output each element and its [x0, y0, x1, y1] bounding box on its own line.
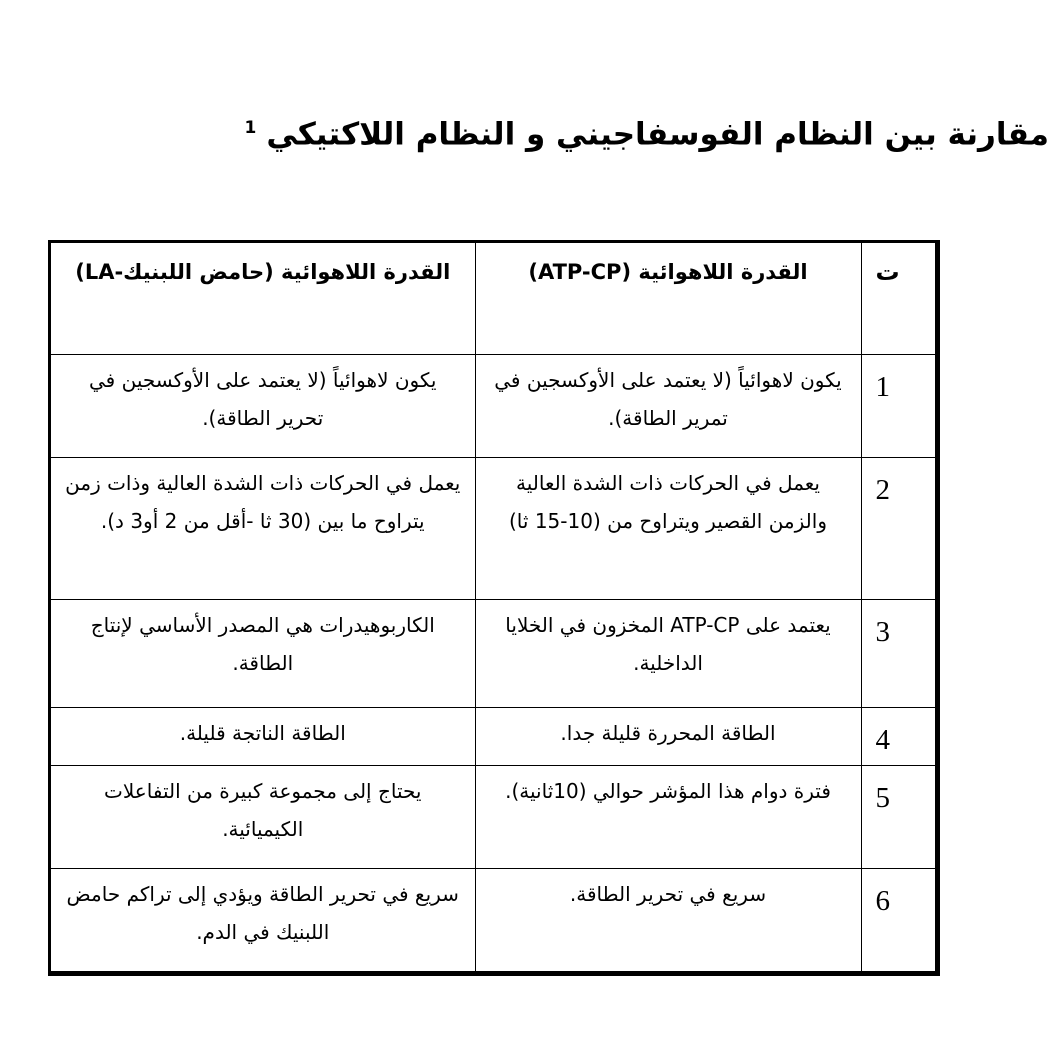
table-row — [51, 868, 935, 972]
row-number: 3 — [861, 599, 935, 707]
cell-lactic: يحتاج إلى مجموعة كبيرة من التفاعلات الكيميائية. — [51, 765, 475, 868]
cell-atp-cp: الطاقة المحررة قليلة جدا. — [475, 707, 861, 765]
row-number: 4 — [861, 707, 935, 765]
table-header-row — [51, 243, 935, 354]
cell-lactic: سريع في تحرير الطاقة ويؤدي إلى تراكم حامض اللبنيك في الدم. — [51, 868, 475, 972]
table-row — [51, 765, 935, 868]
row-number: 1 — [861, 354, 935, 457]
row-number: 5 — [861, 765, 935, 868]
cell-atp-cp: يعمل في الحركات ذات الشدة العالية والزمن القصير ويتراوح من (10-15 ثا) — [475, 457, 861, 599]
row-number: 2 — [861, 457, 935, 599]
cell-atp-cp: سريع في تحرير الطاقة. — [475, 868, 861, 972]
cell-lactic: يكون لاهوائياً (لا يعتمد على الأوكسجين في تحرير الطاقة). — [51, 354, 475, 457]
cell-atp-cp: فترة دوام هذا المؤشر حوالي (10ثانية). — [475, 765, 861, 868]
cell-lactic: الطاقة الناتجة قليلة. — [51, 707, 475, 765]
table-row — [51, 707, 935, 765]
cell-atp-cp: يعتمد على ATP-CP المخزون في الخلايا الداخلية. — [475, 599, 861, 707]
table-row — [51, 599, 935, 707]
title-text: مقارنة بين النظام الفوسفاجيني و النظام اللاكتيكي — [266, 116, 1049, 153]
header-atp-cp: القدرة اللاهوائية (ATP-CP) — [475, 243, 861, 354]
comparison-table-grid — [51, 243, 935, 972]
comparison-table — [48, 240, 940, 976]
header-lactic: القدرة اللاهوائية (حامض اللبنيك-LA) — [51, 243, 475, 354]
header-num: ت — [861, 243, 935, 354]
table-row — [51, 354, 935, 457]
table-row — [51, 457, 935, 599]
cell-lactic: يعمل في الحركات ذات الشدة العالية وذات زمن يتراوح ما بين (30 ثا -أقل من 2 أو3 د). — [51, 457, 475, 599]
footnote-marker: 1 — [244, 118, 257, 138]
row-number: 6 — [861, 868, 935, 972]
cell-lactic: الكاربوهيدرات هي المصدر الأساسي لإنتاج الطاقة. — [51, 599, 475, 707]
cell-atp-cp: يكون لاهوائياً (لا يعتمد على الأوكسجين في تمرير الطاقة). — [475, 354, 861, 457]
page-title — [49, 98, 1049, 164]
